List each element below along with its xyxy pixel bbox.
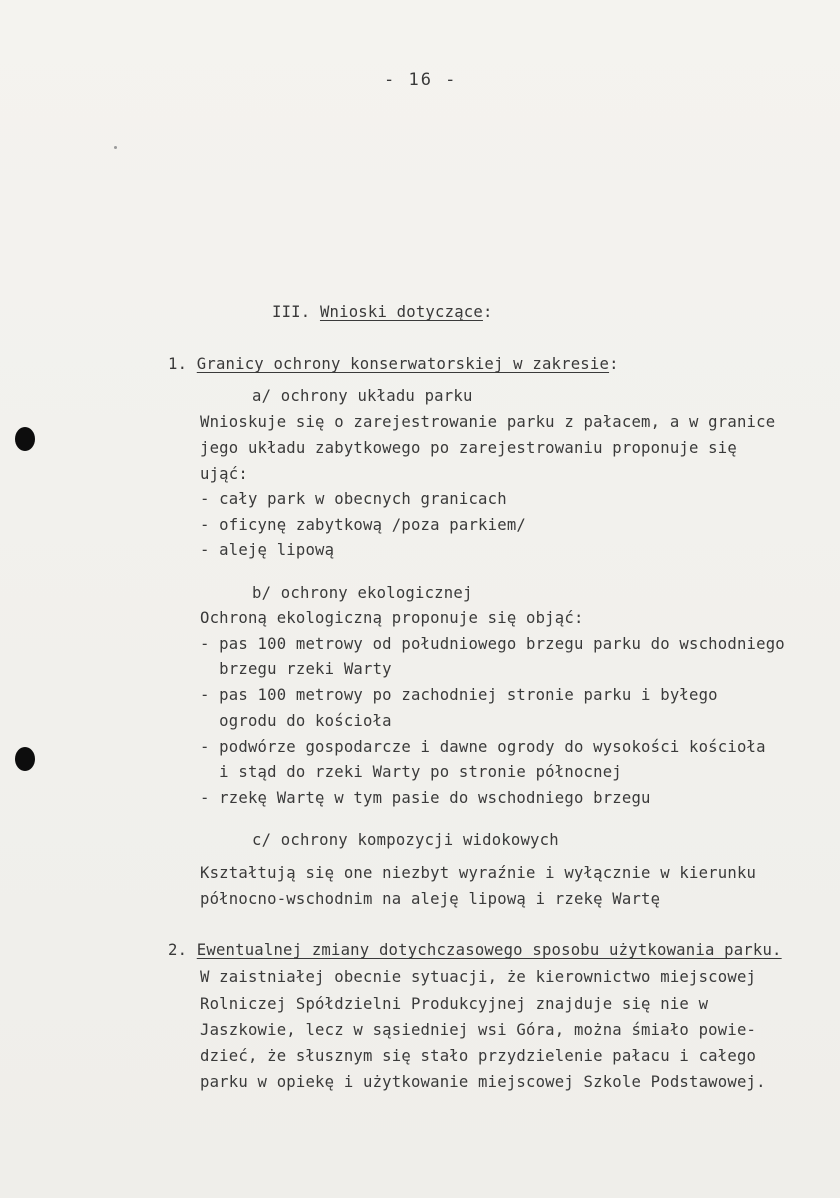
list-item: - rzekę Wartę w tym pasie do wschodniego brzegu — [200, 789, 651, 807]
item-heading-text: Granicy ochrony konserwatorskiej w zakresie — [196, 355, 610, 373]
item-number: 2. — [168, 941, 197, 959]
paragraph-line: jego układu zabytkowego po zarejestrowaniu proponuje się — [200, 439, 737, 457]
list-item: ogrodu do kościoła — [200, 712, 392, 730]
paragraph-line: Kształtują się one niezbyt wyraźnie i wyłącznie w kierunku — [200, 864, 757, 882]
paragraph-line: W zaistniałej obecnie sytuacji, że kierownictwo miejscowej — [200, 968, 757, 986]
list-item: - podwórze gospodarcze i dawne ogrody do wysokości kościoła — [200, 738, 766, 756]
paragraph-line: północno-wschodnim na aleję lipową i rzekę Wartę — [200, 890, 661, 908]
page-number: - 16 - — [384, 70, 458, 90]
punch-hole-top — [15, 427, 35, 451]
subsection-c-title: c/ ochrony kompozycji widokowych — [252, 831, 559, 849]
section-heading — [272, 303, 493, 321]
item-2-heading — [168, 941, 782, 959]
list-item: i stąd do rzeki Warty po stronie północnej — [200, 763, 622, 781]
list-item: - cały park w obecnych granicach — [200, 490, 507, 508]
subsection-a-title: a/ ochrony układu parku — [252, 387, 473, 405]
paragraph-line: dzieć, że słusznym się stało przydzielenie pałacu i całego — [200, 1047, 757, 1065]
paragraph-line: ująć: — [200, 465, 248, 483]
item-1-heading — [168, 355, 619, 373]
paragraph-line: Wnioskuje się o zarejestrowanie parku z pałacem, a w granice — [200, 413, 776, 431]
punch-hole-bottom — [15, 747, 35, 771]
section-title: Wnioski dotyczące — [319, 303, 483, 321]
section-colon: : — [482, 303, 493, 321]
paragraph-line: Rolniczej Spółdzielni Produkcyjnej znajduje się nie w — [200, 995, 709, 1013]
section-numeral: III. — [272, 303, 320, 321]
list-item: - pas 100 metrowy po zachodniej stronie parku i byłego — [200, 686, 718, 704]
subsection-b-title: b/ ochrony ekologicznej — [252, 584, 473, 602]
item-heading-text: Ewentualnej zmiany dotychczasowego sposobu użytkowania parku. — [196, 941, 782, 959]
paragraph-line: Ochroną ekologiczną proponuje się objąć: — [200, 609, 584, 627]
item-heading-colon: : — [609, 355, 619, 373]
list-item: - aleję lipową — [200, 541, 335, 559]
item-number: 1. — [168, 355, 197, 373]
list-item: - oficynę zabytkową /poza parkiem/ — [200, 516, 526, 534]
list-item: brzegu rzeki Warty — [200, 660, 392, 678]
paragraph-line: Jaszkowie, lecz w sąsiedniej wsi Góra, można śmiało powie- — [200, 1021, 757, 1039]
paragraph-line: parku w opiekę i użytkowanie miejscowej Szkole Podstawowej. — [200, 1073, 766, 1091]
list-item: - pas 100 metrowy od południowego brzegu parku do wschodniego — [200, 635, 785, 653]
paper-speck — [114, 146, 117, 149]
